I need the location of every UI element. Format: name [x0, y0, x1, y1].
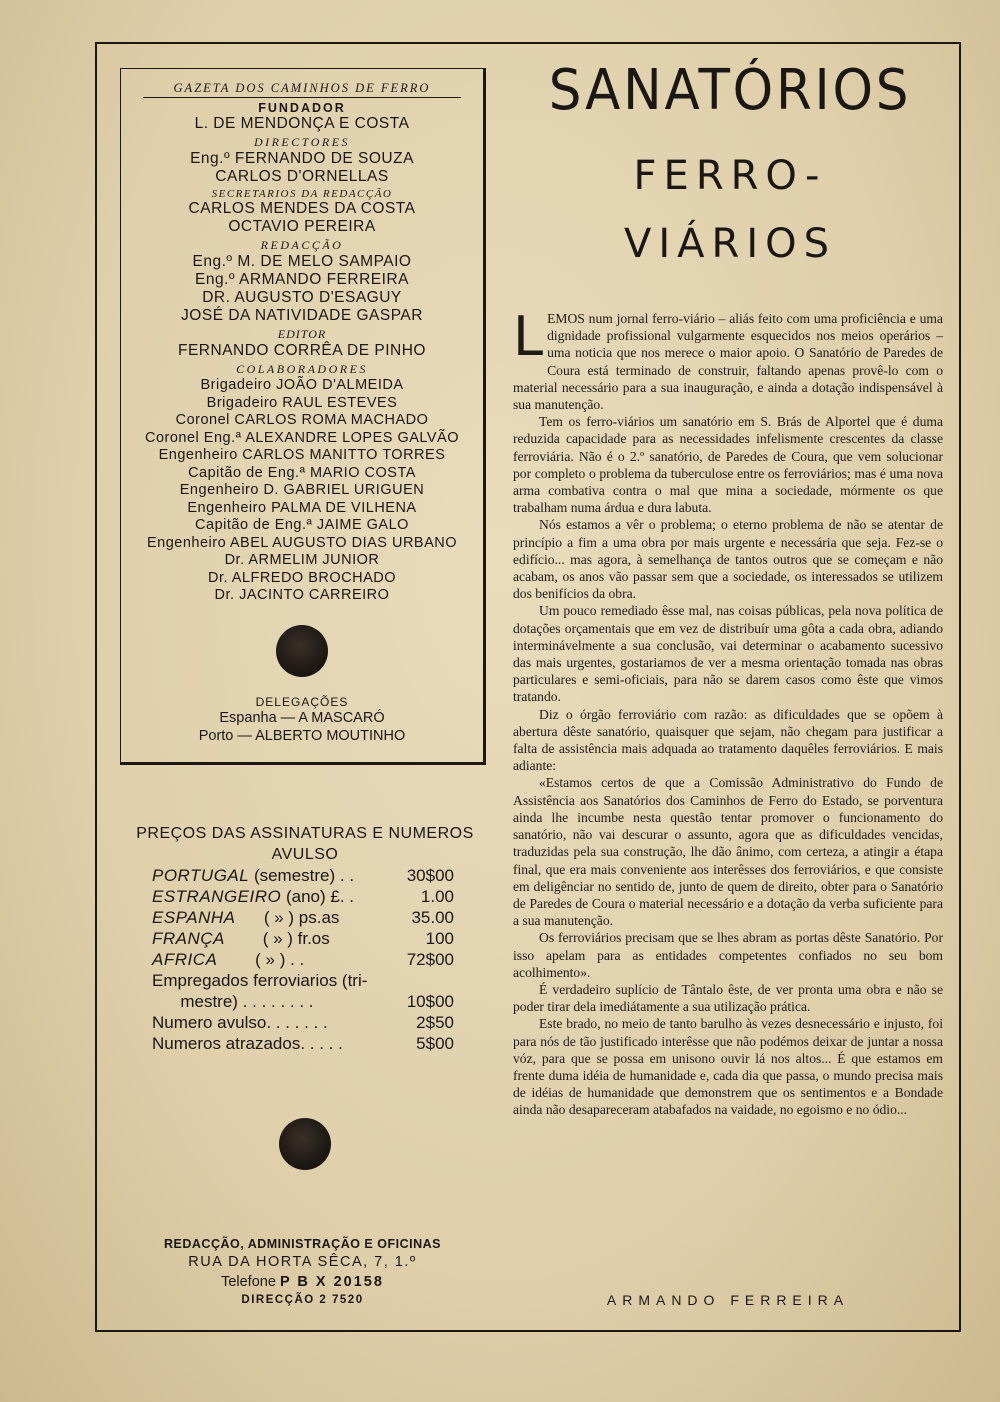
- phone-number: P B X 20158: [279, 1274, 384, 1290]
- address-street: RUA DA HORTA SÊCA, 7, 1.º: [188, 1254, 417, 1270]
- article-title: SANATÓRIOS: [548, 58, 912, 123]
- price-region: FRANÇA: [152, 929, 225, 948]
- price-value: 2$50: [416, 1013, 454, 1032]
- colaborador-name: Capitão de Eng.ª JAIME GALO: [195, 517, 409, 533]
- price-detail: (ano) £. .: [281, 887, 355, 906]
- colaborador-name: Coronel Eng.ª ALEXANDRE LOPES GALVÃO: [144, 429, 460, 446]
- colaborador-name: Dr. JACINTO CARREIRO: [214, 587, 390, 603]
- director-name: CARLOS D'ORNELLAS: [215, 168, 389, 185]
- colaborador-name: Engenheiro CARLOS MANITTO TORRES: [158, 447, 446, 463]
- article-paragraph: Os ferroviários precisam que se lhes abram as portas dêste Sanatório. Por isso apelam para as entidades competentes confiados no seu bom acolhimento».: [513, 930, 943, 980]
- colaborador-name: Engenheiro D. GABRIEL URIGUEN: [179, 482, 425, 498]
- price-detail: Numeros atrazados. . . . .: [152, 1034, 343, 1053]
- secretario-name: CARLOS MENDES DA COSTA: [188, 200, 416, 217]
- secretarios-label: SECRETARIOS DA REDACÇÃO: [211, 188, 393, 200]
- redaccao-label: REDACÇÃO: [260, 238, 344, 252]
- subscription-prices: [130, 823, 480, 1054]
- colaborador-name: Engenheiro PALMA DE VILHENA: [187, 499, 417, 516]
- colaboradores-label: COLABORADORES: [236, 362, 368, 376]
- colaborador-name: Dr. ALFREDO BROCHADO: [207, 569, 397, 586]
- price-detail: mestre) . . . . . . . .: [152, 992, 314, 1011]
- delegacoes-label: DELEGAÇÕES: [255, 694, 349, 709]
- directores-label: DIRECTORES: [253, 135, 351, 149]
- price-detail: ( » ) ps.as: [235, 908, 340, 927]
- price-region: PORTUGAL: [152, 866, 250, 885]
- seal-icon: [279, 1118, 331, 1170]
- price-detail: ( » ) fr.os: [224, 929, 330, 948]
- colaborador-name: Engenheiro ABEL AUGUSTO DIAS URBANO: [146, 534, 458, 551]
- phone-label: Telefone: [221, 1274, 280, 1290]
- address-block: [130, 1235, 475, 1308]
- redactor-name: DR. AUGUSTO D'ESAGUY: [202, 289, 402, 306]
- editor-name: FERNANDO CORRÊA DE PINHO: [178, 342, 426, 359]
- delegacao-line: Espanha — A MASCARÓ: [219, 709, 385, 726]
- article-title-line2: FERRO-: [633, 153, 827, 199]
- price-row: [130, 1033, 480, 1054]
- price-value: 100: [425, 929, 454, 948]
- price-row: [130, 970, 480, 991]
- article-body: [513, 305, 943, 1119]
- direccao-line: DIRECÇÃO 2 7520: [241, 1294, 364, 1306]
- article-paragraph: Este brado, no meio de tanto barulho às vezes desnecessário e injusto, foi para nós de tão justificado interêsse que não podémos deixar de juntar a nossa vóz, para que se possa em unisono ouvir lá nos altos... É que estamos em frente duma idéia de humanidade e, cada dia que passa, o mundo precisa mais de idéias de humanidade que demonstrem que os sentimentos e a Bondade ainda não desapareceram atabafados na vaidade, no egoismo e no ódio...: [513, 1016, 943, 1118]
- price-region: ESPANHA: [152, 908, 236, 927]
- price-row: [130, 928, 480, 949]
- article-title-line3: VIÁRIOS: [624, 221, 836, 267]
- article-paragraph: Um pouco remediado êsse mal, nas coisas públicas, pela nova política de dotações orçamentais que em vez de distribuír uma gôta a cada obra, adiando interminávelmente a sua conclusão, vai determinar o acabamento sucessivo das mais urgentes, gostariamos de ver a mesma orientação tomada nas obras particulares e semi-oficiais, para não se darem casos como êste que vimos tratando.: [513, 603, 943, 705]
- colaborador-name: Coronel CARLOS ROMA MACHADO: [175, 412, 429, 428]
- paragraph-text: EMOS num jornal ferro-viário – aliás feito com uma proficiência e uma dignidade profissional vulgarmente esquecidos nos meios operários – uma noticia que nos merece o maior apoio. O Sanatório de Paredes de Coura está terminado de construir, faltando apenas provê-lo com o material necessário para a sua inauguração, e ainda a dotação indispensável à sua manutenção.: [513, 311, 943, 413]
- redactor-name: Eng.º M. DE MELO SAMPAIO: [192, 253, 412, 270]
- price-detail: ( » ) . .: [217, 950, 305, 969]
- price-row: [130, 886, 480, 907]
- price-row: [130, 907, 480, 928]
- prices-title: PREÇOS DAS ASSINATURAS E NUMEROS: [136, 825, 474, 842]
- price-row: [130, 865, 480, 886]
- fundador-name: L. DE MENDONÇA E COSTA: [194, 115, 410, 132]
- masthead-box: [120, 68, 486, 765]
- redactor-name: JOSÉ DA NATIVIDADE GASPAR: [181, 307, 423, 324]
- drop-cap: L: [513, 305, 544, 368]
- editor-label: EDITOR: [277, 327, 327, 341]
- price-region: AFRICA: [152, 950, 218, 969]
- price-value: 30$00: [406, 866, 454, 885]
- colaborador-name: Brigadeiro RAUL ESTEVES: [206, 394, 398, 411]
- colaborador-name: Dr. ARMELIM JUNIOR: [224, 552, 380, 568]
- price-value: 35.00: [411, 908, 454, 927]
- price-detail: Empregados ferroviarios (tri-: [152, 971, 368, 990]
- fundador-label: FUNDADOR: [258, 101, 346, 115]
- colaborador-name: Capitão de Eng.ª MARIO COSTA: [188, 464, 416, 481]
- seal-icon: [276, 625, 328, 677]
- price-value: 72$00: [406, 950, 454, 969]
- price-row: [130, 949, 480, 970]
- author-signature: ARMANDO FERREIRA: [606, 1292, 850, 1308]
- prices-title-cont: AVULSO: [271, 846, 339, 863]
- price-detail: (semestre) . .: [249, 866, 355, 885]
- article-paragraph: É verdadeiro suplício de Tântalo êste, de ver pronta uma obra e não se poder tirar dela imediátamente a sua utilização prática.: [513, 981, 943, 1015]
- address-line: REDACÇÃO, ADMINISTRAÇÃO E OFICINAS: [164, 1237, 441, 1251]
- delegacao-line: Porto — ALBERTO MOUTINHO: [198, 727, 406, 744]
- secretario-name: OCTAVIO PEREIRA: [228, 218, 376, 235]
- gazette-title: GAZETA DOS CAMINHOS DE FERRO: [143, 81, 461, 98]
- article-paragraph: Tem os ferro-viários um sanatório em S. Brás de Alportel que é duma reduzida capacidade para as necessidades infelismente crescentes da classe ferroviária. Não é o 2.º sanatório, de Paredes de Coura, que vem solucionar por completo o problema da tuberculose entre os ferroviários; mas é uma nova arma combativa contra o mal que mina a sociedade, mórmente os que trabalham numa árdua e dura labuta.: [513, 414, 943, 516]
- article-paragraph: [513, 305, 943, 413]
- director-name: Eng.º FERNANDO DE SOUZA: [190, 150, 414, 167]
- price-value: 10$00: [406, 992, 454, 1011]
- price-region: ESTRANGEIRO: [152, 887, 282, 906]
- article-paragraph: «Estamos certos de que a Comissão Administrativo do Fundo de Assistência aos Sanatórios dos Caminhos de Ferro do Estado, se porventura ainda lhe incumbe nesta questão tentar promover o funcionamento do sanatório, não vai descurar o assunto, agora que as dificuldades vencidas, traduzidas pela sua construção, lhe dão ânimo, com certeza, a atingir a étapa final, que era mais conveniente aos interêsses dos ferroviários, e que consiste em deligênciar no sentido de, junto de quem de direito, obter para o Sanatório de Paredes de Coura o material necessário e a dotação da verba suficiente para a sua manutenção.: [513, 775, 943, 929]
- price-detail: Numero avulso. . . . . . .: [152, 1013, 328, 1032]
- phone-line: [130, 1272, 475, 1292]
- redactor-name: Eng.º ARMANDO FERREIRA: [195, 271, 409, 288]
- price-value: 5$00: [416, 1034, 454, 1053]
- price-row: [130, 1012, 480, 1033]
- price-row: [130, 991, 480, 1012]
- colaborador-name: Brigadeiro JOÃO D'ALMEIDA: [200, 377, 404, 393]
- article-paragraph: Nós estamos a vêr o problema; o eterno problema de não se atentar de princípio a fim a uma obra por mais urgente e necessária que seja. Fez-se o edifício... mas agora, à semelhança de tantos outros que se começam e não acabam, os anos vão passar sem que a sociedade, os interessados se utilizem dos benifícios da obra.: [513, 517, 943, 602]
- price-value: 1.00: [420, 887, 454, 906]
- article-paragraph: Diz o órgão ferroviário com razão: as dificuldades que se opõem à abertura dêste sanatório, quaisquer que sejam, não chegam para justificar a falta de assistência mais adquada ao tratamento daquêles ferroviários. E mais adiante:: [513, 706, 943, 774]
